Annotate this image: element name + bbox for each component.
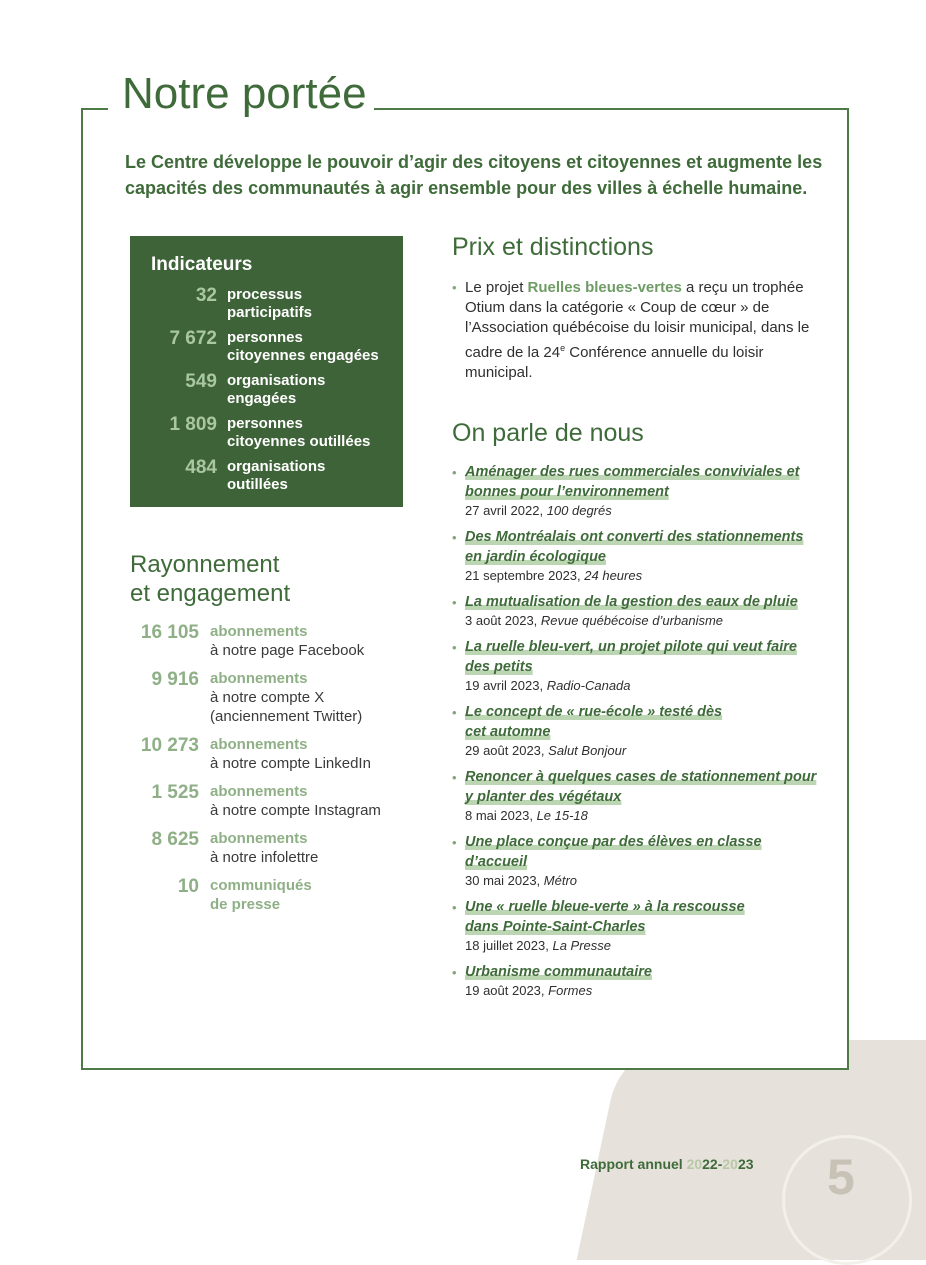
press-date: 27 avril 2022, [465,503,544,518]
press-meta [465,937,765,954]
stat-label: abonnements [210,623,308,640]
press-source: 24 heures [584,568,643,583]
stat-label: abonnements [210,670,308,687]
press-article-link[interactable]: La ruelle bleu-vert, un projet pilote qui veut faire des petits [465,639,797,675]
footer-year-part: 23 [737,1156,754,1172]
rayonnement-title [130,550,290,608]
rayonnement-list [125,622,425,923]
stat-number: 10 273 [140,735,199,756]
press-article-link[interactable]: Une place conçue par des élèves en classe d’accueil [465,834,762,870]
press-article-link[interactable]: Des Montréalais ont converti des stationnements en jardin écologique [465,529,804,565]
bullet-icon: • [452,835,457,850]
indicator-row [151,329,383,365]
stat-description: à notre page Facebook [210,642,365,659]
press-source: Métro [543,873,578,888]
indicator-label: organisations outillées [227,458,326,493]
indicator-row [151,286,383,322]
footer-year-part: 20 [686,1156,703,1172]
prix-title: Prix et distinctions [452,233,654,261]
prix-highlight: Ruelles bleues-vertes [527,279,682,296]
stat-row [125,782,425,820]
stat-number: 8 625 [151,829,199,850]
press-meta [465,872,822,889]
rayonnement-title-line1: Rayonnement [130,551,280,578]
stat-row [125,669,425,726]
press-article-link[interactable]: Urbanisme communautaire [465,964,652,980]
press-article-link[interactable]: Une « ruelle bleue-verte » à la rescousse dans Pointe-Saint-Charles [465,899,745,935]
footer-label-text: Rapport annuel [580,1156,687,1172]
stat-number: 16 105 [140,622,199,643]
press-date: 19 août 2023, [465,983,545,998]
rayonnement-title-line2: et engagement [130,580,291,607]
press-item [452,702,822,759]
press-date: 30 mai 2023, [465,873,541,888]
indicators-box [130,236,403,507]
bullet-icon: • [452,705,457,720]
press-source: Le 15-18 [536,808,588,823]
press-item [452,767,822,824]
indicator-number: 1 809 [169,414,217,435]
press-source: Formes [548,983,593,998]
stat-row [125,735,425,773]
press-source: Revue québécoise d’urbanisme [540,613,724,628]
press-item [452,527,822,584]
stat-row [125,622,425,660]
indicator-number: 7 672 [169,328,217,349]
stat-description: à notre compte X (anciennement Twitter) [210,689,363,725]
press-item [452,962,822,999]
press-meta [465,677,822,694]
stat-number: 10 [177,876,199,897]
prix-item [452,278,812,383]
indicator-number: 484 [185,457,217,478]
press-date: 3 août 2023, [465,613,538,628]
prix-text-before: Le projet [465,279,528,296]
press-source: La Presse [552,938,612,953]
bullet-icon: • [452,595,457,610]
stat-description: à notre compte LinkedIn [210,755,371,772]
stat-description: à notre infolettre [210,849,319,866]
indicator-label: processus participatifs [227,286,313,321]
press-meta [465,742,745,759]
stat-row [125,829,425,867]
press-list [452,462,822,1007]
bullet-icon: • [452,965,457,980]
stat-number: 1 525 [151,782,199,803]
press-article-link[interactable]: Le concept de « rue-école » testé dès cet automne [465,704,723,740]
bullet-icon: • [452,280,457,295]
press-meta [465,612,822,629]
stat-label: communiqués de presse [210,877,312,913]
press-date: 21 septembre 2023, [465,568,581,583]
press-meta [465,567,822,584]
footer-report-label [580,1156,754,1172]
press-date: 19 avril 2023, [465,678,544,693]
indicator-row [151,415,383,451]
press-source: Salut Bonjour [548,743,627,758]
page-title: Notre portée [122,69,367,118]
bullet-icon: • [452,640,457,655]
stat-label: abonnements [210,830,308,847]
intro-text: Le Centre développe le pouvoir d’agir des citoyens et citoyennes et augmente les capacités des communautés à agir ensemble pour des villes à échelle humaine. [125,152,823,198]
stat-row [125,876,425,914]
press-date: 8 mai 2023, [465,808,533,823]
press-meta [465,807,822,824]
stat-label: abonnements [210,736,308,753]
stat-number: 9 916 [151,669,199,690]
press-meta [465,502,822,519]
press-source: 100 degrés [546,503,612,518]
press-date: 29 août 2023, [465,743,545,758]
press-item [452,592,822,629]
press-item [452,462,822,519]
page-number: 5 [827,1149,855,1205]
prix-text-after: a reçu un trophée Otium dans la catégorie « Coup de cœur » de l’Association québécoise du loisir municipal, dans le cadre de la 24 [465,279,810,361]
indicators-title: Indicateurs [151,254,253,275]
press-item [452,897,822,954]
footer-year-part: 20 [722,1156,738,1172]
bullet-icon: • [452,900,457,915]
bullet-icon: • [452,465,457,480]
bullet-icon: • [452,770,457,785]
press-article-link[interactable]: Renoncer à quelques cases de stationnement pour y planter des végétaux [465,769,817,805]
indicator-row [151,458,383,494]
press-source: Radio-Canada [546,678,631,693]
press-date: 18 juillet 2023, [465,938,549,953]
press-item [452,637,822,694]
press-title: On parle de nous [452,419,644,447]
prix-sup: e [560,343,566,353]
stat-label: abonnements [210,783,308,800]
press-article-link[interactable]: Aménager des rues commerciales conviviales et bonnes pour l’environnement [465,464,800,500]
press-article-link[interactable]: La mutualisation de la gestion des eaux de pluie [465,594,798,610]
indicator-number: 32 [195,285,217,306]
press-item [452,832,822,889]
indicator-number: 549 [185,371,217,392]
stat-description: à notre compte Instagram [210,802,381,819]
footer-year-dash: - [717,1156,723,1172]
indicator-row [151,372,383,408]
indicator-label: personnes citoyennes engagées [227,329,379,364]
footer-year-part: 22 [702,1156,718,1172]
indicator-label: organisations engagées [227,372,326,407]
bullet-icon: • [452,530,457,545]
press-meta [465,982,822,999]
prix-text-end: Conférence annuelle du loisir municipal. [465,344,764,381]
indicator-label: personnes citoyennes outillées [227,415,371,450]
